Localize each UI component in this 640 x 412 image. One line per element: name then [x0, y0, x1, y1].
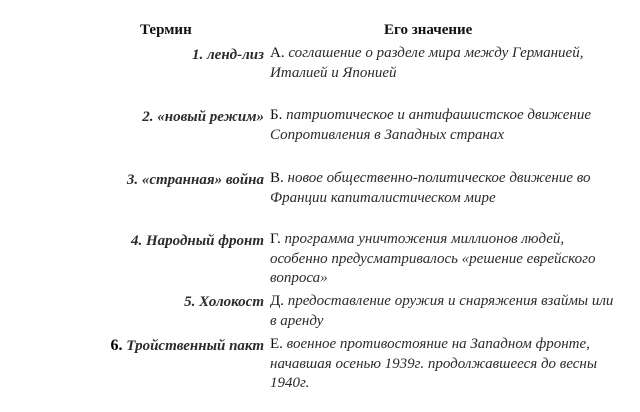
term-cell — [88, 336, 264, 356]
term-number: 2. — [142, 109, 154, 125]
term-text: «новый режим» — [157, 109, 264, 125]
term-text: Холокост — [199, 294, 264, 310]
term-number: 5. — [184, 294, 196, 310]
term-text: Народный фронт — [146, 233, 264, 249]
meaning-text: программа уничтожения миллионов людей, особенно предусматривалось «решение еврейского вопроса» — [270, 231, 596, 286]
term-text: «странная» война — [141, 172, 264, 188]
header-term: Термин — [140, 22, 192, 38]
term-number: 4. — [131, 233, 143, 249]
header-meaning: Его значение — [384, 22, 473, 38]
meaning-cell — [270, 106, 620, 145]
term-number: 1. — [191, 47, 204, 63]
meaning-text: военное противостояние на Западном фронте, начавшая осенью 1939г. продолжавшееся до весны 1940г. — [270, 336, 598, 391]
meaning-cell — [270, 292, 620, 331]
term-number: 3. — [126, 172, 139, 188]
term-text: Тройственный пакт — [126, 338, 264, 354]
term-cell — [88, 108, 264, 127]
term-cell — [88, 171, 264, 190]
meaning-letter: Г. — [270, 231, 281, 247]
meaning-letter: В. — [270, 170, 284, 186]
term-cell — [88, 232, 264, 251]
meaning-letter: Е. — [270, 336, 283, 352]
meaning-cell — [270, 169, 620, 208]
meaning-cell — [270, 335, 620, 394]
meaning-text: предоставление оружия и снаряжения взаймы или в аренду — [270, 293, 614, 329]
meaning-text: патриотическое и антифашистское движение Сопротивления в Западных странах — [270, 107, 592, 143]
meaning-text: соглашение о разделе мира между Германией, Италией и Японией — [270, 45, 584, 81]
term-number: 6. — [110, 337, 123, 354]
term-cell — [88, 293, 264, 312]
meaning-cell — [270, 230, 620, 289]
meaning-letter: Б. — [270, 107, 283, 123]
meaning-letter: А. — [270, 45, 285, 61]
meaning-text: новое общественно-политическое движение во Франции капиталистическом мире — [270, 170, 591, 206]
meaning-cell — [270, 44, 620, 83]
term-cell — [88, 46, 264, 65]
meaning-letter: Д. — [270, 293, 284, 309]
term-text: ленд-лиз — [206, 47, 264, 63]
